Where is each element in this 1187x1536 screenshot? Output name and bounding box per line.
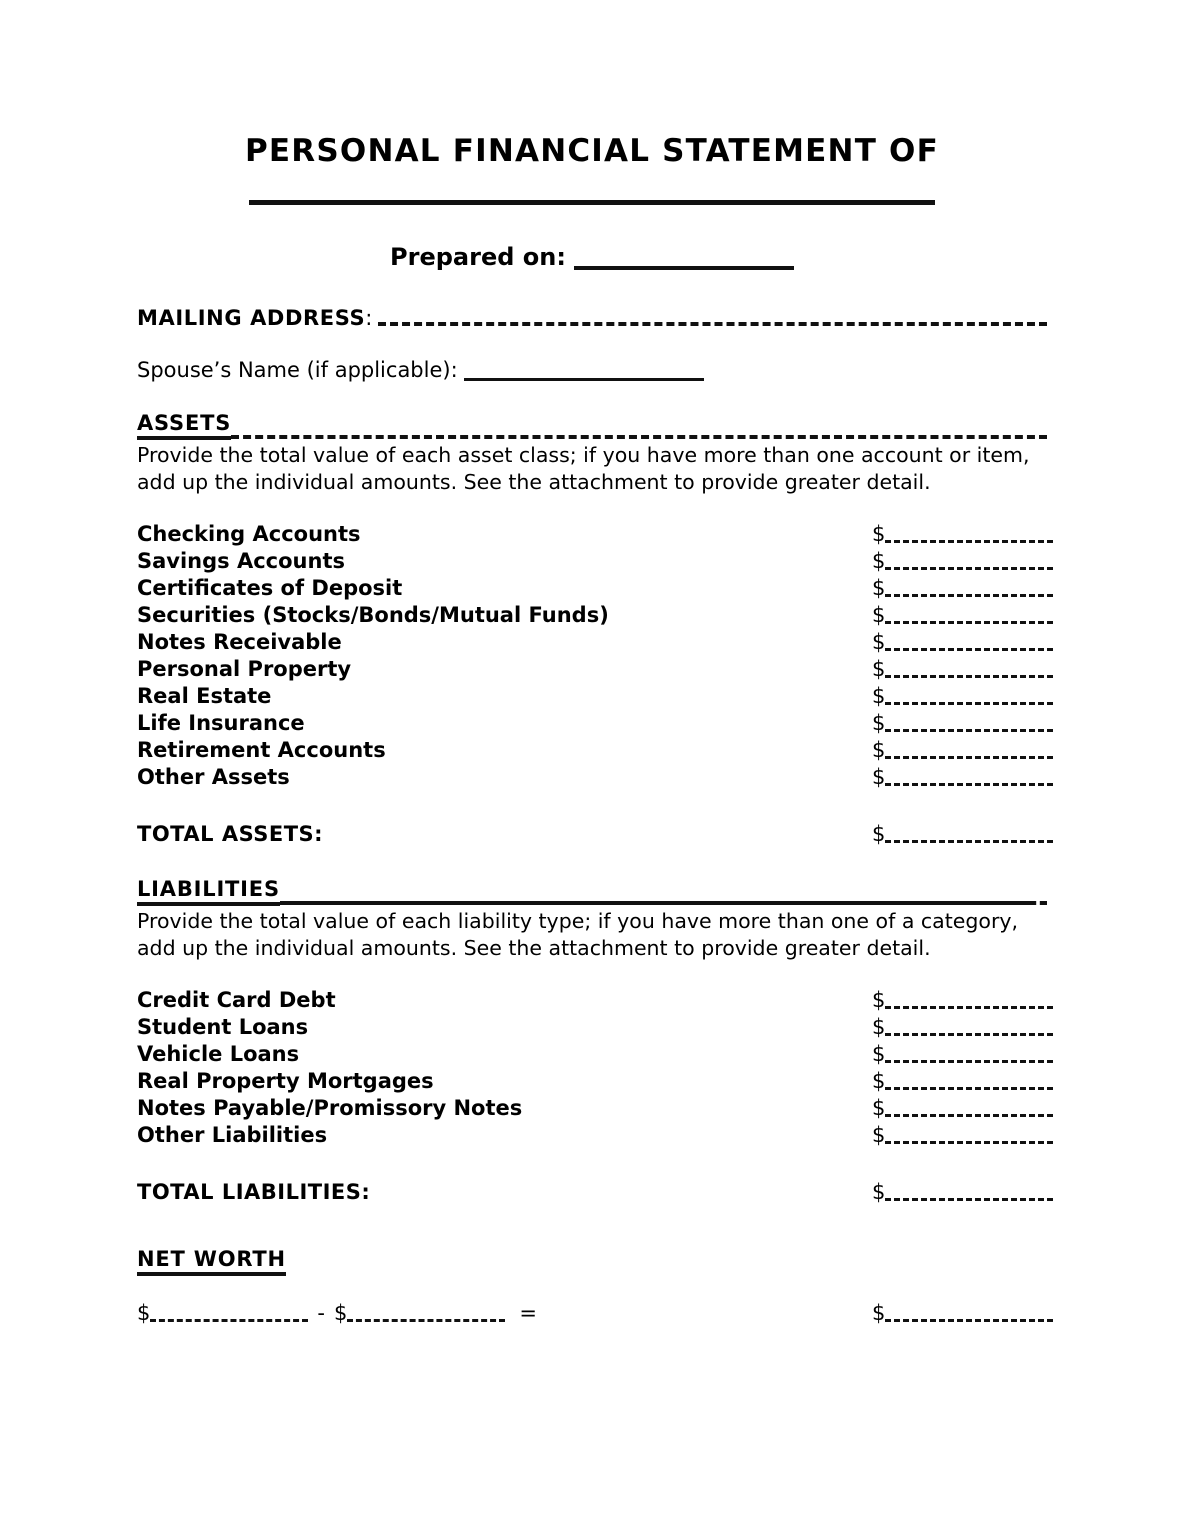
liability-amount[interactable] [872, 1122, 1053, 1149]
net-worth-heading-label: NET WORTH [137, 1248, 286, 1276]
liability-row [137, 1122, 1047, 1149]
currency-symbol: $ [872, 657, 886, 682]
asset-amount-blank[interactable] [885, 702, 1053, 705]
assets-instructions: Provide the total value of each asset class; if you have more than one account or item, add up the individual amounts. See the attachment to provide greater detail. [137, 442, 1030, 494]
asset-amount[interactable] [872, 548, 1053, 575]
asset-amount-blank[interactable] [885, 756, 1053, 759]
statement-name-blank[interactable] [249, 200, 935, 205]
liabilities-item-list [137, 987, 1047, 1149]
liability-label: Credit Card Debt [137, 988, 336, 1013]
asset-amount-blank[interactable] [885, 594, 1053, 597]
asset-row [137, 710, 1047, 737]
currency-symbol: $ [137, 1301, 151, 1326]
spouse-name-label: Spouse’s Name (if applicable): [137, 357, 458, 382]
net-worth-result-amount[interactable] [872, 1300, 1053, 1327]
asset-row [137, 683, 1047, 710]
liabilities-heading-rule-tail [1029, 901, 1047, 905]
net-worth-section-heading [137, 1248, 1047, 1276]
asset-row [137, 629, 1047, 656]
assets-heading-label: ASSETS [137, 412, 231, 440]
net-worth-calculation-row [137, 1300, 1047, 1327]
currency-symbol: $ [872, 603, 886, 628]
asset-amount[interactable] [872, 764, 1053, 791]
net-worth-formula [137, 1300, 872, 1327]
currency-symbol: $ [872, 522, 886, 547]
asset-label: Securities (Stocks/Bonds/Mutual Funds) [137, 603, 609, 628]
total-liabilities-amount[interactable] [872, 1179, 1053, 1206]
asset-amount-blank[interactable] [885, 783, 1053, 786]
mailing-address-blank[interactable] [378, 322, 1047, 326]
liability-amount[interactable] [872, 1041, 1053, 1068]
assets-heading-rule [231, 435, 1047, 439]
net-worth-liabilities-blank[interactable] [347, 1319, 505, 1322]
mailing-address-label: MAILING ADDRESS [137, 305, 366, 330]
liability-amount-blank[interactable] [885, 1141, 1053, 1144]
liability-amount[interactable] [872, 987, 1053, 1014]
liabilities-section-heading [137, 878, 1047, 906]
currency-symbol: $ [872, 988, 886, 1013]
asset-label: Other Assets [137, 765, 290, 790]
total-assets-blank[interactable] [885, 840, 1053, 843]
spouse-name-row [137, 358, 1047, 382]
liability-label: Notes Payable/Promissory Notes [137, 1096, 523, 1121]
asset-label: Checking Accounts [137, 522, 361, 547]
asset-row [137, 521, 1047, 548]
currency-symbol: $ [872, 630, 886, 655]
currency-symbol: $ [872, 738, 886, 763]
liability-label: Other Liabilities [137, 1123, 328, 1148]
asset-label: Life Insurance [137, 711, 305, 736]
asset-row [137, 575, 1047, 602]
net-worth-result-blank[interactable] [885, 1319, 1053, 1322]
currency-symbol: $ [872, 822, 886, 847]
prepared-on-row [137, 244, 1047, 270]
asset-amount[interactable] [872, 575, 1053, 602]
currency-symbol: $ [872, 549, 886, 574]
currency-symbol: $ [872, 1301, 886, 1326]
currency-symbol: $ [872, 1069, 886, 1094]
total-assets-amount[interactable] [872, 821, 1053, 848]
prepared-on-label: Prepared on: [390, 243, 566, 272]
asset-amount-blank[interactable] [885, 567, 1053, 570]
asset-label: Personal Property [137, 657, 352, 682]
currency-symbol: $ [872, 1042, 886, 1067]
asset-amount-blank[interactable] [885, 675, 1053, 678]
liability-amount-blank[interactable] [885, 1006, 1053, 1009]
asset-label: Notes Receivable [137, 630, 342, 655]
asset-label: Retirement Accounts [137, 738, 386, 763]
liability-amount[interactable] [872, 1068, 1053, 1095]
liability-amount-blank[interactable] [885, 1114, 1053, 1117]
asset-amount-blank[interactable] [885, 540, 1053, 543]
liability-amount-blank[interactable] [885, 1033, 1053, 1036]
minus-operator: - [317, 1301, 325, 1326]
currency-symbol: $ [872, 1123, 886, 1148]
total-liabilities-blank[interactable] [885, 1198, 1053, 1201]
liability-amount[interactable] [872, 1014, 1053, 1041]
equals-operator: = [519, 1301, 537, 1326]
total-assets-row [137, 821, 1047, 848]
asset-amount[interactable] [872, 602, 1053, 629]
currency-symbol: $ [872, 1180, 886, 1205]
liability-row [137, 987, 1047, 1014]
asset-amount[interactable] [872, 656, 1053, 683]
page-title: PERSONAL FINANCIAL STATEMENT OF [245, 133, 939, 169]
asset-label: Certificates of Deposit [137, 576, 403, 601]
liability-amount-blank[interactable] [885, 1060, 1053, 1063]
spouse-name-blank[interactable] [464, 378, 704, 381]
asset-row [137, 548, 1047, 575]
liabilities-heading-rule [280, 901, 1029, 905]
asset-label: Savings Accounts [137, 549, 345, 574]
liabilities-instructions: Provide the total value of each liability type; if you have more than one of a category, add up the individual amounts. See the attachment to provide greater detail. [137, 909, 1019, 961]
asset-amount[interactable] [872, 521, 1053, 548]
asset-amount-blank[interactable] [885, 648, 1053, 651]
asset-amount[interactable] [872, 629, 1053, 656]
liability-row [137, 1068, 1047, 1095]
currency-symbol: $ [872, 684, 886, 709]
total-liabilities-label: TOTAL LIABILITIES: [137, 1180, 371, 1205]
net-worth-assets-blank[interactable] [150, 1319, 308, 1322]
total-liabilities-row [137, 1179, 1047, 1206]
asset-amount[interactable] [872, 710, 1053, 737]
asset-amount[interactable] [872, 683, 1053, 710]
asset-amount[interactable] [872, 737, 1053, 764]
liability-row [137, 1095, 1047, 1122]
prepared-on-blank[interactable] [574, 266, 794, 270]
currency-symbol: $ [872, 576, 886, 601]
currency-symbol: $ [333, 1301, 348, 1326]
currency-symbol: $ [872, 765, 886, 790]
assets-section-heading [137, 412, 1047, 440]
mailing-address-row [137, 306, 1047, 330]
liability-label: Vehicle Loans [137, 1042, 300, 1067]
assets-item-list [137, 521, 1047, 791]
asset-label: Real Estate [137, 684, 272, 709]
currency-symbol: $ [872, 1096, 886, 1121]
liability-amount-blank[interactable] [885, 1087, 1053, 1090]
liability-amount[interactable] [872, 1095, 1053, 1122]
asset-row [137, 602, 1047, 629]
asset-row [137, 737, 1047, 764]
document-body [137, 0, 1047, 1327]
liability-row [137, 1014, 1047, 1041]
asset-amount-blank[interactable] [885, 621, 1053, 624]
total-assets-label: TOTAL ASSETS: [137, 822, 324, 847]
liability-row [137, 1041, 1047, 1068]
liabilities-heading-label: LIABILITIES [137, 878, 280, 906]
asset-row [137, 656, 1047, 683]
name-blank-row [137, 192, 1047, 214]
asset-amount-blank[interactable] [885, 729, 1053, 732]
currency-symbol: $ [872, 711, 886, 736]
mailing-address-colon: : [365, 305, 373, 330]
currency-symbol: $ [872, 1015, 886, 1040]
liability-label: Real Property Mortgages [137, 1069, 434, 1094]
liability-label: Student Loans [137, 1015, 309, 1040]
asset-row [137, 764, 1047, 791]
